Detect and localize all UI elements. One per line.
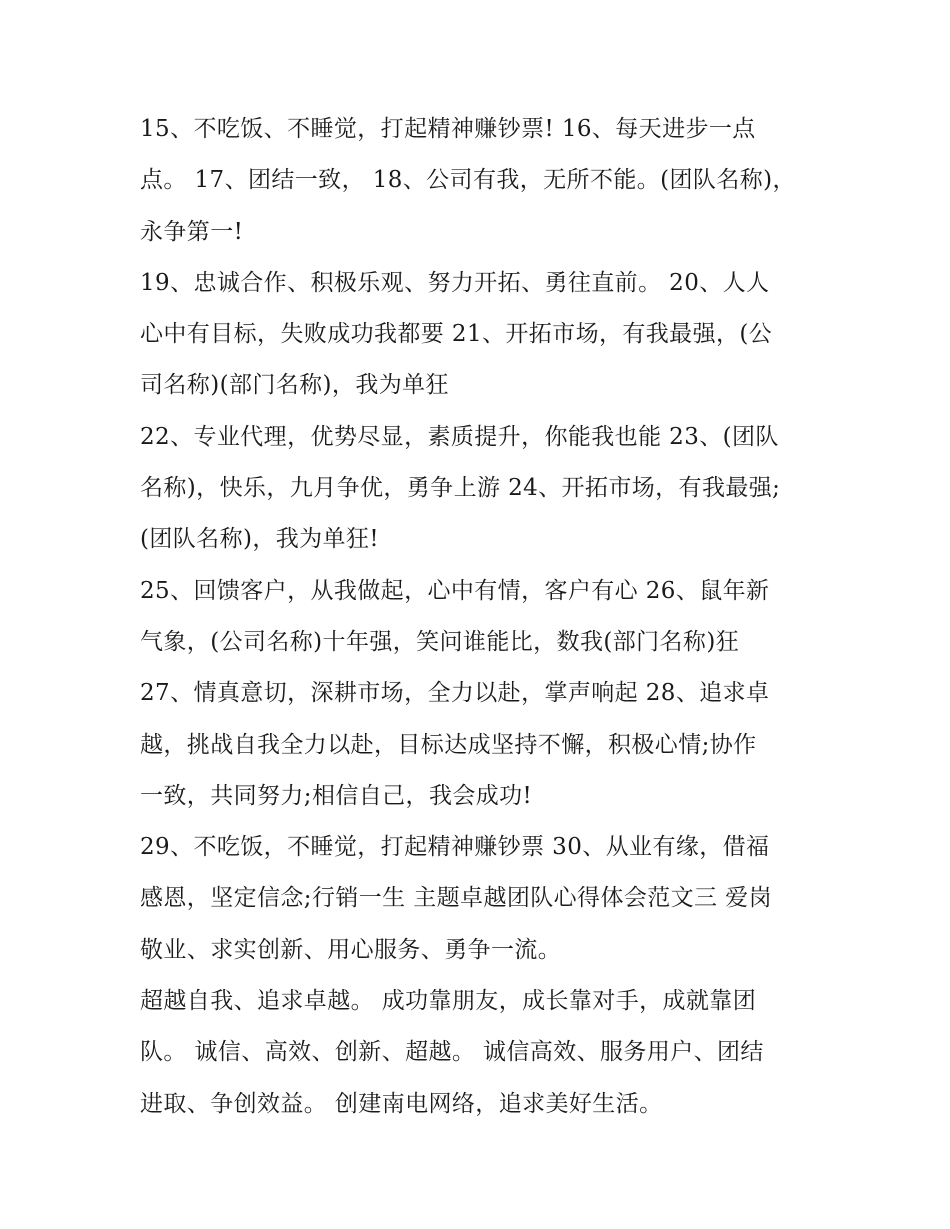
text-line: 永争第一!: [140, 218, 244, 245]
text-line: 一致，共同努力;相信自己，我会成功!: [140, 782, 533, 809]
document-body: [140, 104, 820, 1130]
text-line: 敬业、求实创新、用心服务、勇争一流。: [140, 936, 562, 963]
text-line: 22、专业代理，优势尽显，素质提升，你能我也能 23、(团队: [140, 423, 779, 450]
text-line: 29、不吃饭，不睡觉，打起精神赚钞票 30、从业有缘，借福: [140, 834, 770, 861]
text-line: 越，挑战自我全力以赴，目标达成坚持不懈，积极心情;协作: [140, 731, 757, 758]
text-line: 队。 诚信、高效、创新、超越。 诚信高效、服务用户、团结: [140, 1039, 764, 1066]
text-line: 点。 17、团结一致， 18、公司有我，无所不能。(团队名称)，: [140, 167, 796, 194]
text-line: 气象，(公司名称)十年强，笑问谁能比，数我(部门名称)狂: [140, 628, 740, 655]
text-line: 名称)，快乐，九月争优，勇争上游 24、开拓市场，有我最强;: [140, 475, 781, 502]
text-line: 19、忠诚合作、积极乐观、努力开拓、勇往直前。 20、人人: [140, 269, 770, 296]
text-line: (团队名称)，我为单狂!: [140, 526, 379, 553]
text-line: 感恩，坚定信念;行销一生 主题卓越团队心得体会范文三 爱岗: [140, 885, 772, 912]
text-line: 25、回馈客户，从我做起，心中有情，客户有心 26、鼠年新: [140, 577, 770, 604]
text-line: 超越自我、追求卓越。 成功靠朋友，成长靠对手，成就靠团: [140, 988, 757, 1015]
text-line: 心中有目标，失败成功我都要 21、开拓市场，有我最强，(公: [140, 321, 773, 348]
text-line: 27、情真意切，深耕市场，全力以赴，掌声响起 28、追求卓: [140, 680, 770, 707]
text-line: 司名称)(部门名称)，我为单狂: [140, 372, 449, 399]
text-line: 进取、争创效益。 创建南电网络，追求美好生活。: [140, 1090, 663, 1117]
text-line: 15、不吃饭、不睡觉，打起精神赚钞票! 16、每天进步一点: [140, 116, 756, 142]
